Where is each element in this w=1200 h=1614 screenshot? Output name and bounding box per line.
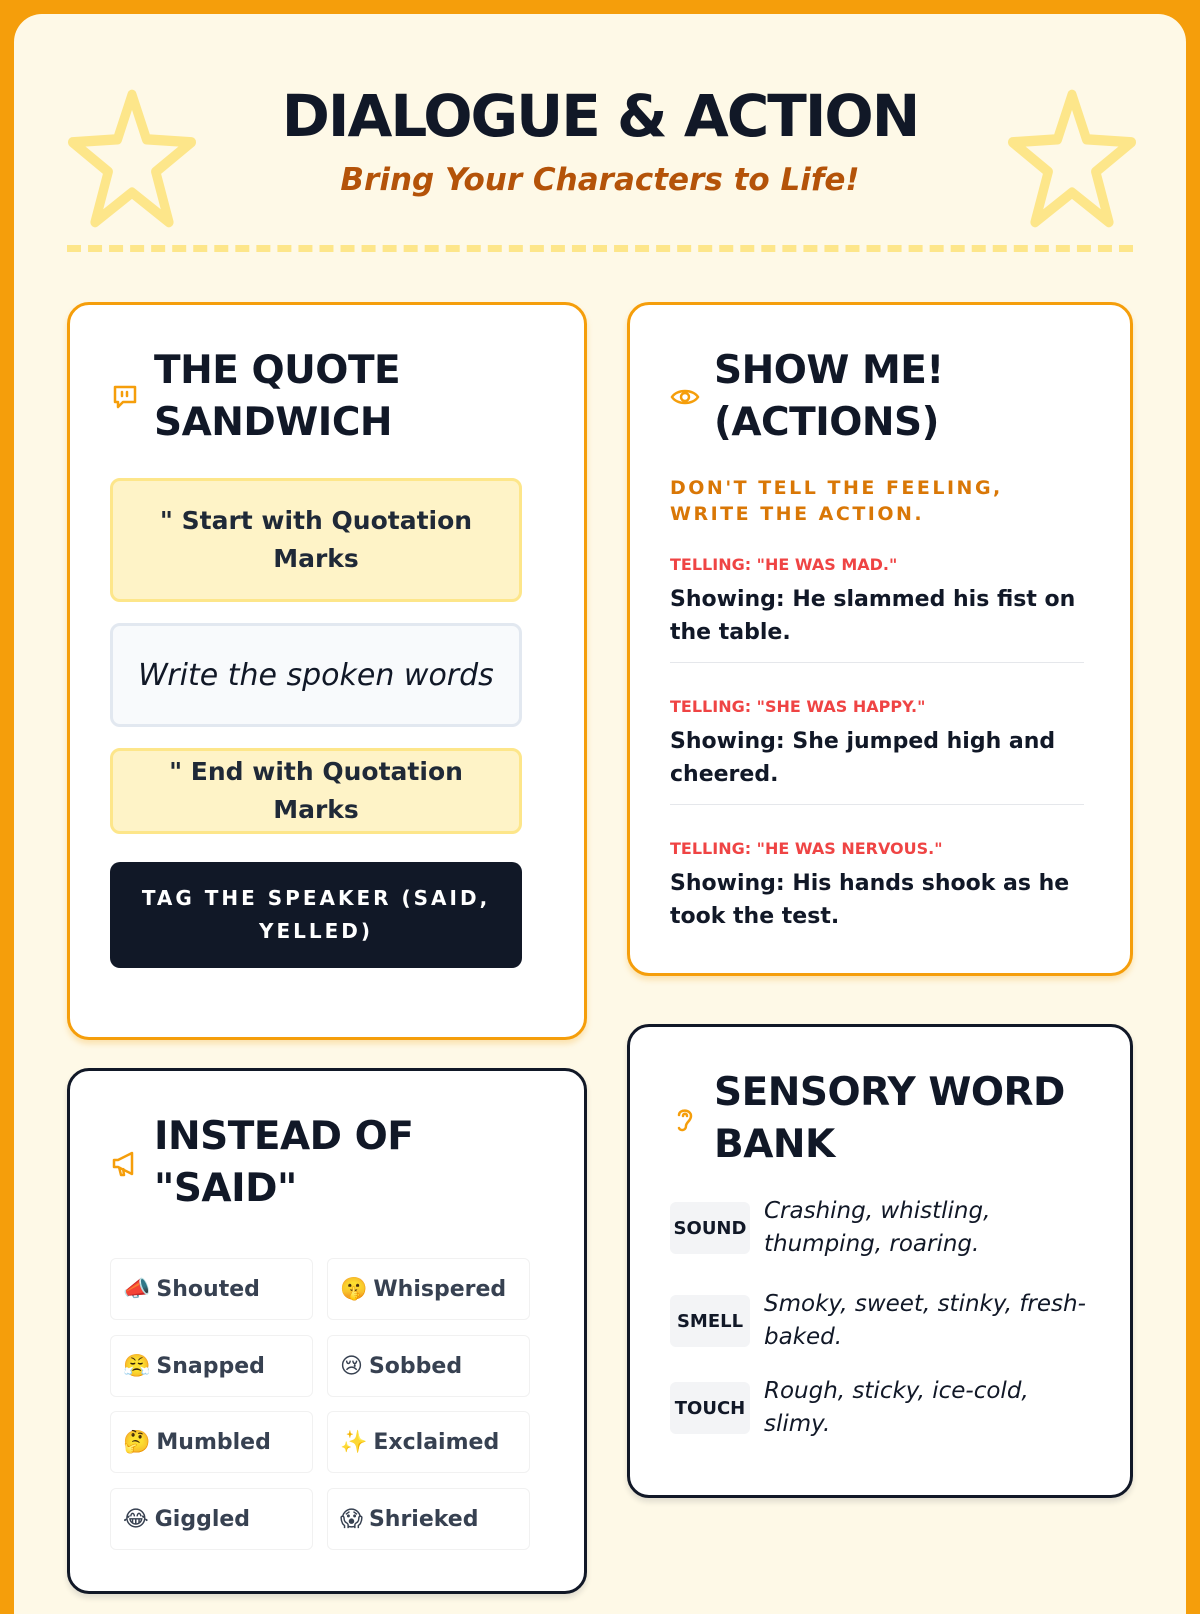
example-item — [670, 555, 1084, 649]
step-start-quote: " Start with Quotation Marks — [110, 478, 522, 602]
eye-icon — [670, 382, 700, 412]
megaphone-icon — [110, 1148, 140, 1178]
card-title: SENSORY WORD BANK — [714, 1070, 1065, 1167]
showing-text: Showing: He slammed his fist on the table. — [670, 587, 1076, 645]
thinking-emoji-icon: 🤔 — [123, 1429, 151, 1455]
megaphone-emoji-icon: 📣 — [123, 1276, 151, 1302]
instead-of-said-card — [67, 1068, 587, 1594]
huff-emoji-icon: 😤 — [123, 1353, 151, 1379]
said-word-chip: 😤 Snapped — [110, 1335, 313, 1397]
sense-label: TOUCH — [670, 1382, 750, 1434]
step-spoken-words: Write the spoken words — [110, 623, 522, 727]
example-item — [670, 839, 1084, 933]
card-title: SHOW ME! (ACTIONS) — [714, 348, 944, 445]
page-title: DIALOGUE & ACTION — [281, 82, 919, 150]
tag-speaker-banner: TAG THE SPEAKER (SAID, YELLED) — [110, 862, 522, 968]
telling-text: TELLING: "SHE WAS HAPPY." — [670, 697, 926, 716]
shush-emoji-icon: 🤫 — [340, 1276, 368, 1302]
show-me-card — [627, 302, 1133, 976]
card-title: INSTEAD OF "SAID" — [154, 1114, 414, 1211]
sense-label: SOUND — [670, 1202, 750, 1254]
show-me-subhead: DON'T TELL THE FEELING, WRITE THE ACTION. — [670, 477, 1003, 525]
example-item — [670, 697, 1084, 791]
sense-words: Crashing, whistling, thumping, roaring. — [764, 1198, 991, 1257]
said-word-chip: 🤫 Whispered — [327, 1258, 530, 1320]
sense-label: SMELL — [670, 1295, 750, 1347]
said-word-chip: 📣 Shouted — [110, 1258, 313, 1320]
quote-bubble-icon — [110, 382, 140, 412]
scream-emoji-icon: 😱 — [340, 1506, 363, 1532]
sense-words: Smoky, sweet, stinky, fresh-baked. — [764, 1291, 1086, 1350]
divider — [670, 804, 1084, 805]
said-word-chip: 😂 Giggled — [110, 1488, 313, 1550]
said-word-chip: 😢 Sobbed — [327, 1335, 530, 1397]
crying-emoji-icon: 😢 — [340, 1353, 363, 1379]
ear-icon — [670, 1104, 700, 1134]
quote-sandwich-card — [67, 302, 587, 1040]
showing-text: Showing: His hands shook as he took the test. — [670, 871, 1070, 929]
sensory-word-bank-card — [627, 1024, 1133, 1498]
sense-row — [670, 1288, 1090, 1354]
sense-row — [670, 1195, 1090, 1261]
said-word-chip: 🤔 Mumbled — [110, 1411, 313, 1473]
dashed-divider — [67, 245, 1133, 252]
poster — [14, 14, 1186, 1614]
step-end-quote: " End with Quotation Marks — [110, 748, 522, 834]
showing-text: Showing: She jumped high and cheered. — [670, 729, 1056, 787]
sense-row — [670, 1375, 1090, 1441]
telling-text: TELLING: "HE WAS NERVOUS." — [670, 839, 943, 858]
sparkles-emoji-icon: ✨ — [340, 1429, 368, 1455]
said-word-chip: ✨ Exclaimed — [327, 1411, 530, 1473]
sense-words: Rough, sticky, ice-cold, slimy. — [764, 1378, 1029, 1437]
page-subtitle: Bring Your Characters to Life! — [340, 162, 860, 198]
said-word-chip: 😱 Shrieked — [327, 1488, 530, 1550]
divider — [670, 662, 1084, 663]
card-title: THE QUOTE SANDWICH — [154, 348, 401, 445]
laughing-emoji-icon: 😂 — [123, 1506, 149, 1532]
telling-text: TELLING: "HE WAS MAD." — [670, 555, 898, 574]
